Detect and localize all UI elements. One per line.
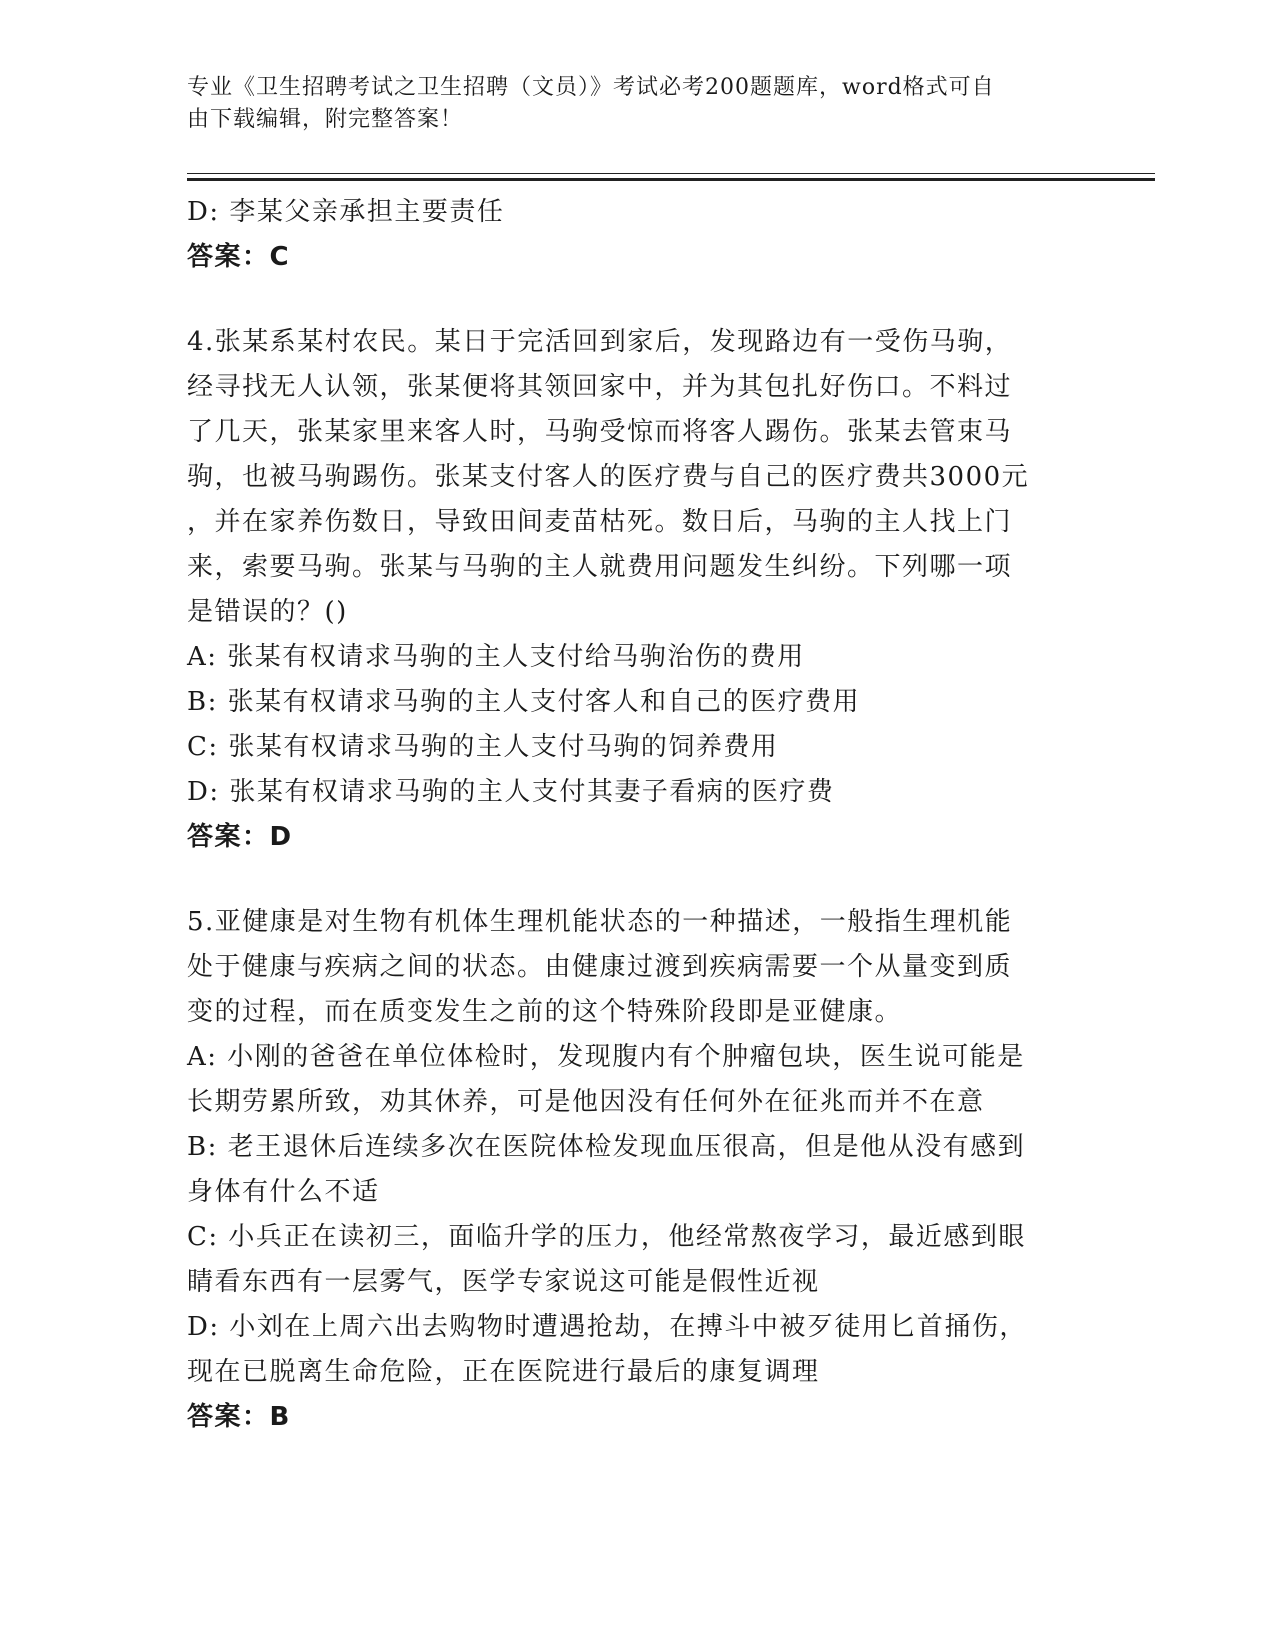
spacer xyxy=(187,860,1067,900)
option-c: C: 张某有权请求马驹的主人支付马驹的饲养费用 xyxy=(187,732,779,762)
question-stem-line: 5.亚健康是对生物有机体生理机能状态的一种描述，一般指生理机能 xyxy=(187,907,1013,937)
option-d: D: 小刘在上周六出去购物时遭遇抢劫，在搏斗中被歹徒用匕首捅伤， xyxy=(187,1312,1027,1342)
question-stem-line: 经寻找无人认领，张某便将其领回家中，并为其包扎好伤口。不料过 xyxy=(187,372,1013,402)
option-b: B: 张某有权请求马驹的主人支付客人和自己的医疗费用 xyxy=(187,687,861,717)
header-divider-thin xyxy=(187,173,1155,174)
question-4 xyxy=(187,320,1067,860)
answer-line: 答案：B xyxy=(187,1402,291,1432)
option-a: A: 张某有权请求马驹的主人支付给马驹治伤的费用 xyxy=(187,642,805,672)
option-b: B: 老王退休后连续多次在医院体检发现血压很高，但是他从没有感到 xyxy=(187,1132,1026,1162)
option-a: A: 小刚的爸爸在单位体检时，发现腹内有个肿瘤包块，医生说可能是 xyxy=(187,1042,1025,1072)
answer-line: 答案：C xyxy=(187,242,291,272)
option-b-continued: 身体有什么不适 xyxy=(187,1177,380,1207)
option-d-continued: 现在已脱离生命危险，正在医院进行最后的康复调理 xyxy=(187,1357,820,1387)
question-stem-line: 驹，也被马驹踢伤。张某支付客人的医疗费与自己的医疗费共3000元 xyxy=(187,462,1030,492)
option-d: D: 李某父亲承担主要责任 xyxy=(187,197,505,227)
question-stem-line: 4.张某系某村农民。某日于完活回到家后，发现路边有一受伤马驹， xyxy=(187,327,1013,357)
header-divider-thick xyxy=(187,178,1155,181)
option-c: C: 小兵正在读初三，面临升学的压力，他经常熬夜学习，最近感到眼 xyxy=(187,1222,1026,1252)
previous-question-tail xyxy=(187,190,1067,280)
page-header xyxy=(187,72,1067,136)
header-line-2: 由下载编辑，附完整答案！ xyxy=(187,107,464,132)
option-d: D: 张某有权请求马驹的主人支付其妻子看病的医疗费 xyxy=(187,777,835,807)
question-stem-line: 来，索要马驹。张某与马驹的主人就费用问题发生纠纷。下列哪一项 xyxy=(187,552,1013,582)
question-stem-line: 了几天，张某家里来客人时，马驹受惊而将客人踢伤。张某去管束马 xyxy=(187,417,1013,447)
answer-line: 答案：D xyxy=(187,822,293,852)
question-stem-line: 处于健康与疾病之间的状态。由健康过渡到疾病需要一个从量变到质 xyxy=(187,952,1013,982)
option-c-continued: 睛看东西有一层雾气，医学专家说这可能是假性近视 xyxy=(187,1267,820,1297)
header-line-1: 专业《卫生招聘考试之卫生招聘（文员）》考试必考200题题库，word格式可自 xyxy=(187,75,995,100)
option-a-continued: 长期劳累所致，劝其休养，可是他因没有任何外在征兆而并不在意 xyxy=(187,1087,985,1117)
question-stem-line: 是错误的？() xyxy=(187,597,348,627)
spacer xyxy=(187,280,1067,320)
question-5 xyxy=(187,900,1067,1440)
document-body xyxy=(187,190,1067,1440)
question-stem-line: ，并在家养伤数日，导致田间麦苗枯死。数日后，马驹的主人找上门 xyxy=(187,507,1013,537)
question-stem-line: 变的过程，而在质变发生之前的这个特殊阶段即是亚健康。 xyxy=(187,997,903,1027)
